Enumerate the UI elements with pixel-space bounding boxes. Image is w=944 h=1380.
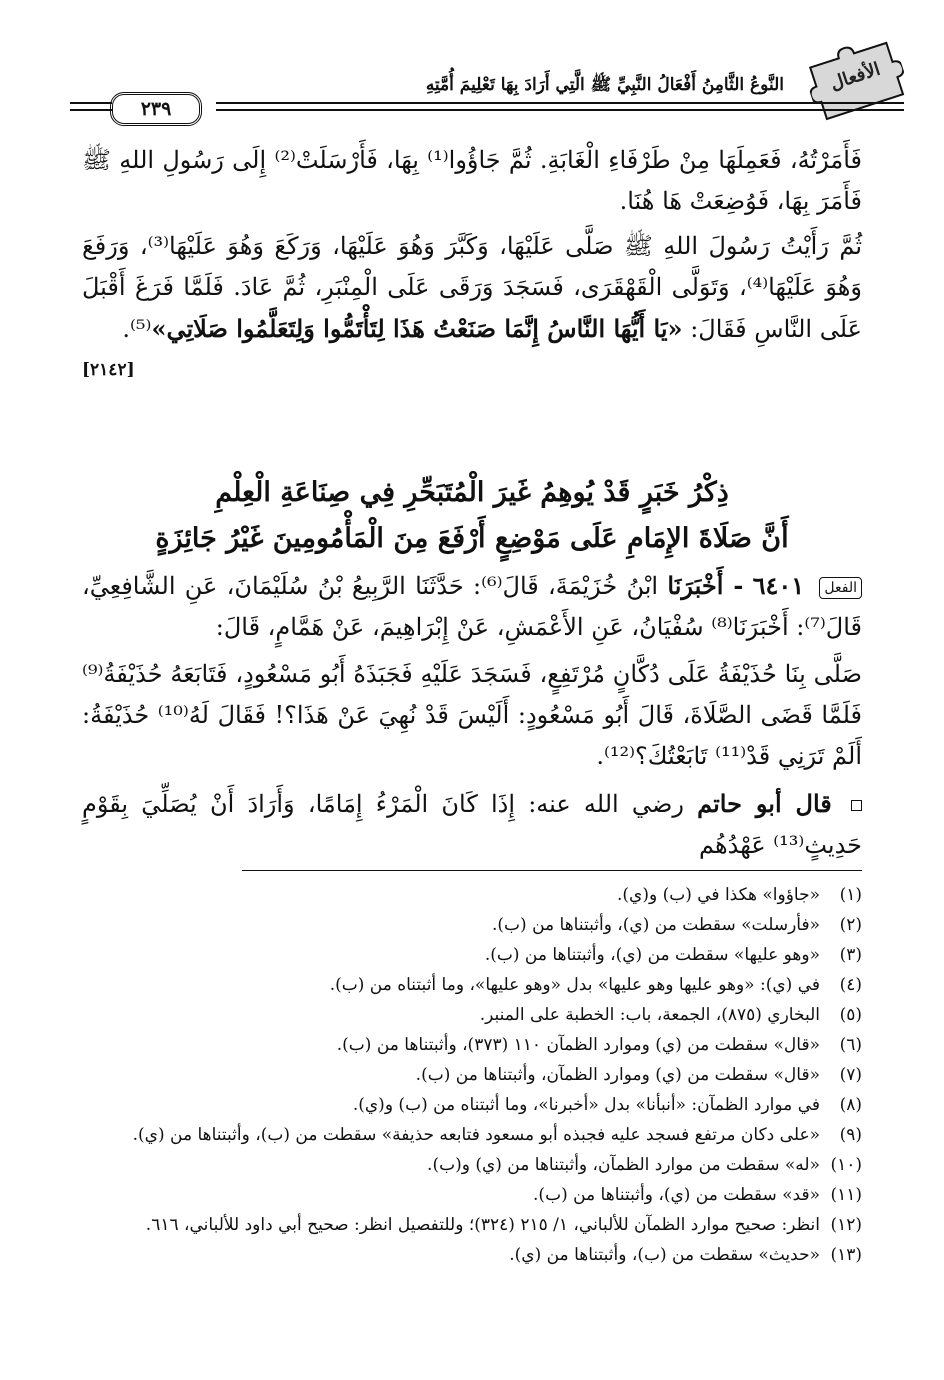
footnote [82,940,862,970]
footnote-text: «وهو عليها» سقطت من (ي)، وأثبتناها من (ب). [484,945,820,965]
footnote-rule [242,870,862,871]
badge-label: الأفعال [827,58,883,95]
footnote [82,880,862,910]
footnote [82,1150,862,1180]
footnote-number: (١٠) [830,1155,862,1175]
footnote [82,1030,862,1060]
page-number-box [70,92,220,122]
page-number: ٢٣٩ [110,92,202,126]
footnote-number: (٢) [839,915,862,935]
footnote [82,970,862,1000]
heading-line: أَنَّ صَلَاةَ الإِمَامِ عَلَى مَوْضِعٍ أَرْفَعَ مِنَ الْمَأْمُومِينَ غَيْرُ جَائِزَةٍ [155,523,789,554]
isnad: الفعل ٦٤٠١ - أَخْبَرَنَا ابْنُ خُزَيْمَةَ، قَالَ⁽⁶⁾: حَدَّثَنَا الرَّبِيعُ بْنُ سُلَيْمَانَ، عَنِ الشَّافِعِيِّ، قَالَ⁽⁷⁾: أَخْبَرَنَا⁽⁸⁾ سُفْيَانُ، عَنِ الأَعْمَشِ، عَنْ إِبْرَاهِيمَ، عَنْ هَمَّامٍ، قَالَ: [82,571,862,641]
header-rule [216,102,904,104]
footnote [82,1060,862,1090]
footnote-text: «جاؤوا» هكذا في (ب) و(ي). [617,885,820,905]
commentary [82,783,862,866]
footnote-number: (١٣) [830,1245,862,1265]
footnote-text: «قد» سقطت من (ي)، وأثبتناها من (ب). [533,1185,820,1205]
footnote [82,1240,862,1270]
footnote-text: البخاري (٨٧٥)، الجمعة، باب: الخطبة على المنبر. [479,1005,820,1025]
footnotes [82,880,862,1270]
footnote [82,1090,862,1120]
footnote-text: في موارد الظمآن: «أنبأنا» بدل «أخبرنا»، وما أثبتناه من (ب) و(ي). [352,1095,820,1115]
footnote-number: (٥) [839,1005,862,1025]
footnote-number: (٦) [839,1035,862,1055]
running-title: النَّوعُ الثَّامِنُ أَفْعَالُ النَّبِيِّ ﷺ الَّتِي أَرَادَ بِهَا تَعْلِيمَ أُمَّتِهِ [425,75,784,95]
footnote-text: في (ي): «وهو عليها وهو عليها» بدل «وهو عليها»، وما أثبتناه من (ب). [329,975,820,995]
isnad-text: ابْنُ خُزَيْمَةَ، قَالَ⁽⁶⁾: حَدَّثَنَا الرَّبِيعُ بْنُ سُلَيْمَانَ، عَنِ الشَّافِعِيِّ، قَالَ⁽⁷⁾: أَخْبَرَنَا⁽⁸⁾ سُفْيَانُ، عَنِ الأَعْمَشِ، عَنْ إِبْرَاهِيمَ، عَنْ هَمَّامٍ، قَالَ: [82,572,862,641]
chapter-badge [800,31,913,127]
footnote-text: انظر: صحيح موارد الظمآن للألباني، ١/ ٢١٥ (٣٢٤)؛ وللتفصيل انظر: صحيح أبي داود للألباني، ٦١٦. [145,1215,820,1235]
hadith-tag: الفعل [819,577,862,599]
footnote [82,1210,862,1240]
footnote [82,1180,862,1210]
footnote-text: «على دكان مرتفع فسجد عليه فجبذه أبو مسعود فتابعه حذيفة» سقطت من (ب)، وأثبتناها من (ي). [132,1125,820,1145]
hadith-reference: [٢١٤٢] [82,360,135,380]
commentary-lead: قال أبو حاتم [697,789,832,818]
footnote [82,910,862,940]
hadith-quote: «يَا أَيُّهَا النَّاسُ إِنَّمَا صَنَعْتُ هَذَا لِتَأْتَمُّوا وَلِتَعَلَّمُوا صَلَاتِي» [151,314,683,343]
footnote-number: (٩) [839,1125,862,1145]
square-bullet-icon [851,800,862,811]
footnote-number: (٤) [839,975,862,995]
paragraph-text: ثُمَّ رَأَيْتُ رَسُولَ اللهِ ﷺ صَلَّى عَلَيْهَا، وَكَبَّرَ وَهُوَ عَلَيْهَا، وَرَكَعَ وَهُوَ عَلَيْهَا⁽³⁾، وَرَفَعَ وَهُوَ عَلَيْهَا⁽⁴⁾، وَتَوَلَّى الْقَهْقَرَى، فَسَجَدَ وَرَقَى عَلَى الْمِنْبَرِ، ثُمَّ عَادَ. فَلَمَّا فَرَغَ أَقْبَلَ عَلَى النَّاسِ فَقَالَ: [82,232,862,343]
hadith-block [82,565,862,872]
footnote-number: (٧) [839,1065,862,1085]
footnote-text: «فأرسلت» سقطت من (ي)، وأثبتناها من (ب). [492,915,820,935]
footnote-text: «قال» سقطت من (ي) وموارد الظمآن ١١٠ (٣٧٣)، وأثبتناها من (ب). [336,1035,820,1055]
paragraph [82,226,862,380]
matn: صَلَّى بِنَا حُذَيْفَةُ عَلَى دُكَّانٍ مُرْتَفِعٍ، فَسَجَدَ عَلَيْهِ فَجَبَذَهُ أَبُو مَسْعُودٍ، فَتَابَعَهُ حُذَيْفَةُ⁽⁹⁾ فَلَمَّا قَضَى الصَّلَاةَ، قَالَ أَبُو مَسْعُودٍ: أَلَيْسَ قَدْ نُهِيَ عَنْ هَذَا؟! فَقَالَ لَهُ⁽¹⁰⁾ حُذَيْفَةُ: أَلَمْ تَرَنِي قَدْ⁽¹¹⁾ تَابَعْتُكَ؟⁽¹²⁾. [82,660,862,770]
header-rule [70,102,112,104]
footnote-number: (٣) [839,945,862,965]
hadith-number: ٦٤٠١ [752,571,805,600]
heading-line: ذِكْرُ خَبَرٍ قَدْ يُوهِمُ غَيرَ الْمُتَبَحِّرِ فِي صِنَاعَةِ الْعِلْمِ [215,477,729,508]
header-rule [216,109,904,111]
quote-note: ⁽⁵⁾. [122,315,152,343]
footnote-text: «قال» سقطت من (ي) وموارد الظمآن، وأثبتناها من (ب). [415,1065,820,1085]
footnote [82,1120,862,1150]
footnote-number: (١١) [830,1185,862,1205]
footnote-number: (١٢) [830,1215,862,1235]
section-heading [82,470,862,562]
footnote [82,1000,862,1030]
footnote-number: (٨) [839,1095,862,1115]
header-rule [70,109,112,111]
isnad-lead: أَخْبَرَنَا [667,571,724,600]
page-header [70,44,904,122]
footnote-text: «حديث» سقطت من (ب)، وأثبتناها من (ي). [509,1245,820,1265]
footnote-number: (١) [839,885,862,905]
commentary-text: رضي الله عنه: إِذَا كَانَ الْمَرْءُ إِمَامًا، وَأَرَادَ أَنْ يُصَلِّيَ بِقَوْمٍ حَدِيثٍ⁽¹³⁾ عَهْدُهُم [82,790,862,859]
body-text [82,140,862,391]
footnote-text: «له» سقطت من موارد الظمآن، وأثبتناها من (ي) و(ب). [427,1155,820,1175]
paragraph: فَأَمَرْتُهُ، فَعَمِلَهَا مِنْ طَرْفَاءِ الْغَابَةِ. ثُمَّ جَاؤُوا⁽¹⁾ بِهَا، فَأَرْسَلَتْ⁽²⁾ إِلَى رَسُولِ اللهِ ﷺ فَأَمَرَ بِهَا، فَوُضِعَتْ هَا هُنَا. [82,146,863,215]
